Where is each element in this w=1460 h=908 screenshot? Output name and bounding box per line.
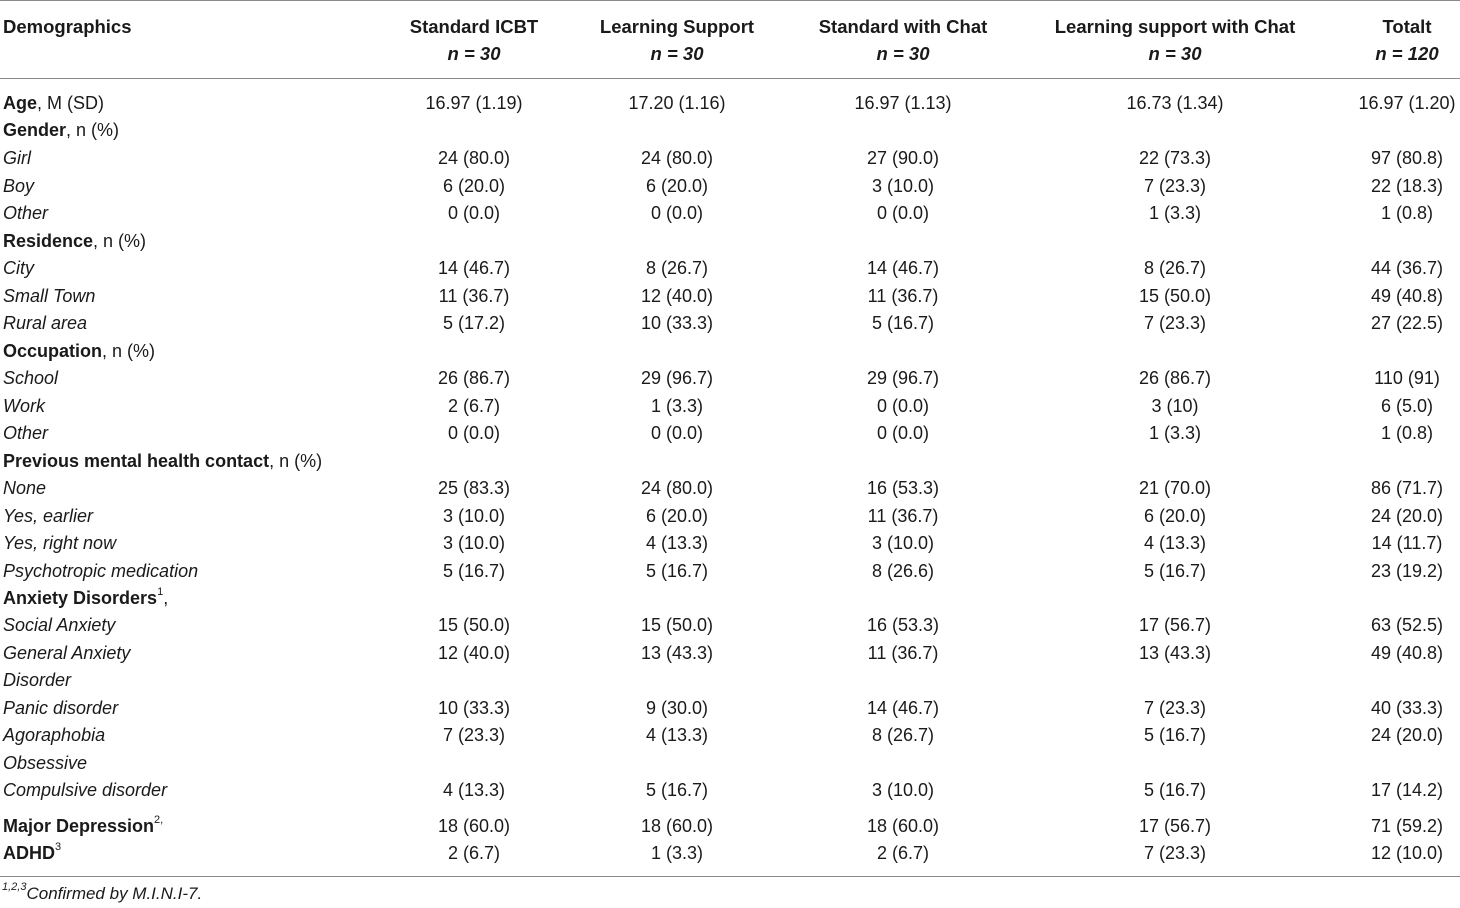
section-label xyxy=(3,92,104,114)
table-cell: 6 (20.0) xyxy=(1143,506,1207,526)
row-label: Obsessive xyxy=(3,753,88,773)
table-cell: 24 (20.0) xyxy=(1370,506,1444,526)
column-header-n: n = 120 xyxy=(1375,43,1439,64)
row-label: Rural area xyxy=(3,313,88,333)
table-cell: 97 (80.8) xyxy=(1370,148,1444,168)
row-label: Yes, earlier xyxy=(3,506,94,526)
table-cell: 3 (10) xyxy=(1151,396,1199,416)
table-cell: 0 (0.0) xyxy=(650,423,704,443)
table-cell: 23 (19.2) xyxy=(1370,561,1444,581)
row-label: Other xyxy=(3,203,49,223)
table-cell: 17 (56.7) xyxy=(1138,816,1212,836)
table-cell: 11 (36.7) xyxy=(438,286,510,306)
row-label: Compulsive disorder xyxy=(3,780,168,800)
table-cell: 18 (60.0) xyxy=(437,816,511,836)
table-cell: 4 (13.3) xyxy=(645,533,709,553)
table-cell: 2 (6.7) xyxy=(447,843,501,863)
table-cell: 3 (10.0) xyxy=(442,533,506,553)
header-rule xyxy=(0,78,1460,79)
table-cell: 71 (59.2) xyxy=(1370,816,1444,836)
section-label-text: Residence xyxy=(3,231,94,251)
table-cell: 4 (13.3) xyxy=(442,780,506,800)
table-cell: 18 (60.0) xyxy=(640,816,714,836)
table-cell: 29 (96.7) xyxy=(866,368,940,388)
table-cell: 16.97 (1.13) xyxy=(854,93,952,113)
table-cell: 6 (5.0) xyxy=(1380,396,1434,416)
table-cell: 8 (26.7) xyxy=(871,725,935,745)
table-cell: 1 (0.8) xyxy=(1380,423,1434,443)
section-label-suffix: , n (%) xyxy=(93,231,147,251)
table-cell: 16 (53.3) xyxy=(866,615,940,635)
table-cell: 29 (96.7) xyxy=(640,368,714,388)
column-header-n: n = 30 xyxy=(650,43,704,64)
column-header-title: Totalt xyxy=(1382,16,1432,37)
table-cell: 15 (50.0) xyxy=(1138,286,1212,306)
column-header-n: n = 30 xyxy=(447,43,501,64)
section-label xyxy=(3,340,155,362)
table-cell: 5 (16.7) xyxy=(871,313,935,333)
row-label: Disorder xyxy=(3,670,72,690)
section-label-text: ADHD xyxy=(3,843,55,863)
row-label: City xyxy=(3,258,34,278)
row-label: Small Town xyxy=(3,286,96,306)
top-rule xyxy=(0,0,1460,1)
table-cell: 6 (20.0) xyxy=(645,176,709,196)
table-cell: 0 (0.0) xyxy=(876,423,930,443)
table-cell: 7 (23.3) xyxy=(442,725,506,745)
table-cell: 3 (10.0) xyxy=(871,176,935,196)
table-cell: 26 (86.7) xyxy=(437,368,511,388)
table-cell: 40 (33.3) xyxy=(1370,698,1444,718)
table-cell: 27 (22.5) xyxy=(1370,313,1444,333)
row-label: Social Anxiety xyxy=(3,615,116,635)
table-cell: 0 (0.0) xyxy=(650,203,704,223)
table-cell: 8 (26.7) xyxy=(645,258,709,278)
section-label-suffix: , M (SD) xyxy=(37,93,105,113)
table-cell: 1 (0.8) xyxy=(1380,203,1434,223)
table-cell: 24 (80.0) xyxy=(640,478,714,498)
column-header-title: Learning Support xyxy=(599,16,755,37)
table-cell: 16 (53.3) xyxy=(866,478,940,498)
section-label xyxy=(3,450,322,472)
section-label-text: Age xyxy=(3,93,38,113)
table-cell: 13 (43.3) xyxy=(640,643,714,663)
table-cell: 8 (26.6) xyxy=(871,561,935,581)
table-cell: 18 (60.0) xyxy=(866,816,940,836)
table-cell: 24 (80.0) xyxy=(437,148,511,168)
section-label xyxy=(3,587,168,609)
table-cell: 5 (16.7) xyxy=(1143,561,1207,581)
table-cell: 49 (40.8) xyxy=(1370,286,1444,306)
row-label: None xyxy=(3,478,47,498)
table-cell: 1 (3.3) xyxy=(650,843,704,863)
row-label: Boy xyxy=(3,176,35,196)
row-label: School xyxy=(3,368,59,388)
table-cell: 110 (91) xyxy=(1374,368,1440,388)
table-cell: 15 (50.0) xyxy=(437,615,511,635)
row-label: General Anxiety xyxy=(3,643,131,663)
table-cell: 5 (16.7) xyxy=(645,780,709,800)
table-cell: 17 (56.7) xyxy=(1138,615,1212,635)
footnote-ref: 3 xyxy=(55,841,62,853)
table-cell: 24 (80.0) xyxy=(640,148,714,168)
footnote xyxy=(2,881,203,904)
row-label: Girl xyxy=(3,148,31,168)
table-cell: 49 (40.8) xyxy=(1370,643,1444,663)
table-cell: 44 (36.7) xyxy=(1370,258,1444,278)
table-cell: 1 (3.3) xyxy=(1148,423,1202,443)
table-cell: 14 (11.7) xyxy=(1371,533,1443,553)
table-cell: 11 (36.7) xyxy=(867,506,939,526)
section-label-suffix: , n (%) xyxy=(102,341,156,361)
table-cell: 3 (10.0) xyxy=(442,506,506,526)
table-cell: 7 (23.3) xyxy=(1143,176,1207,196)
column-header-title: Standard with Chat xyxy=(818,16,988,37)
footnote-marker: 1,2,3 xyxy=(2,881,27,894)
table-cell: 86 (71.7) xyxy=(1370,478,1444,498)
stub-header: Demographics xyxy=(3,16,132,37)
table-cell: 3 (10.0) xyxy=(871,533,935,553)
table-cell: 1 (3.3) xyxy=(650,396,704,416)
footnote-ref: 1 xyxy=(157,586,164,598)
table-cell: 5 (16.7) xyxy=(645,561,709,581)
table-cell: 12 (10.0) xyxy=(1370,843,1444,863)
table-cell: 15 (50.0) xyxy=(640,615,714,635)
row-label: Other xyxy=(3,423,49,443)
table-cell: 0 (0.0) xyxy=(447,423,501,443)
table-cell: 24 (20.0) xyxy=(1370,725,1444,745)
table-cell: 7 (23.3) xyxy=(1143,843,1207,863)
section-label-suffix: , n (%) xyxy=(66,120,120,140)
table-cell: 22 (73.3) xyxy=(1138,148,1212,168)
table-cell: 3 (10.0) xyxy=(871,780,935,800)
section-label-text: Anxiety Disorders xyxy=(3,588,158,608)
section-label-text: Gender xyxy=(3,120,67,140)
row-label: Agoraphobia xyxy=(3,725,106,745)
table-cell: 12 (40.0) xyxy=(437,643,511,663)
section-label-text: Previous mental health contact xyxy=(3,451,270,471)
table-cell: 8 (26.7) xyxy=(1143,258,1207,278)
section-label-suffix: , n (%) xyxy=(269,451,323,471)
table-cell: 0 (0.0) xyxy=(876,203,930,223)
table-cell: 5 (17.2) xyxy=(442,313,506,333)
column-header-n: n = 30 xyxy=(1148,43,1202,64)
table-cell: 22 (18.3) xyxy=(1370,176,1444,196)
table-cell: 7 (23.3) xyxy=(1143,313,1207,333)
table-cell: 6 (20.0) xyxy=(645,506,709,526)
section-label-suffix: , xyxy=(163,588,169,608)
footnote-text: Confirmed by M.I.N.I-7. xyxy=(26,884,203,903)
table-cell: 0 (0.0) xyxy=(876,396,930,416)
table-cell: 14 (46.7) xyxy=(866,258,940,278)
table-cell: 12 (40.0) xyxy=(640,286,714,306)
table-cell: 14 (46.7) xyxy=(437,258,511,278)
section-label xyxy=(3,119,119,141)
row-label: Psychotropic medication xyxy=(3,561,199,581)
table-cell: 1 (3.3) xyxy=(1148,203,1202,223)
section-label xyxy=(3,230,146,252)
table-cell: 10 (33.3) xyxy=(640,313,714,333)
table-cell: 2 (6.7) xyxy=(447,396,501,416)
table-cell: 27 (90.0) xyxy=(866,148,940,168)
table-cell: 17 (14.2) xyxy=(1370,780,1444,800)
section-label xyxy=(3,842,61,864)
column-header-title: Standard ICBT xyxy=(409,16,539,37)
table-cell: 6 (20.0) xyxy=(442,176,506,196)
table-cell: 16.97 (1.20) xyxy=(1358,93,1456,113)
table-cell: 5 (16.7) xyxy=(442,561,506,581)
table-cell: 11 (36.7) xyxy=(867,286,939,306)
table-cell: 2 (6.7) xyxy=(876,843,930,863)
table-cell: 5 (16.7) xyxy=(1143,725,1207,745)
table-cell: 7 (23.3) xyxy=(1143,698,1207,718)
column-header-title: Learning support with Chat xyxy=(1054,16,1296,37)
row-label: Panic disorder xyxy=(3,698,119,718)
section-label-text: Occupation xyxy=(3,341,103,361)
bottom-rule xyxy=(0,876,1460,877)
table-cell: 10 (33.3) xyxy=(437,698,511,718)
section-label xyxy=(3,815,163,837)
table-cell: 16.97 (1.19) xyxy=(425,93,523,113)
table-cell: 14 (46.7) xyxy=(866,698,940,718)
table-cell: 9 (30.0) xyxy=(645,698,709,718)
table-cell: 13 (43.3) xyxy=(1138,643,1212,663)
table-cell: 16.73 (1.34) xyxy=(1126,93,1224,113)
table-cell: 17.20 (1.16) xyxy=(628,93,726,113)
row-label: Work xyxy=(3,396,45,416)
table-cell: 4 (13.3) xyxy=(645,725,709,745)
table-cell: 0 (0.0) xyxy=(447,203,501,223)
section-label-text: Major Depression xyxy=(3,816,155,836)
table-cell: 21 (70.0) xyxy=(1138,478,1212,498)
footnote-ref: 2, xyxy=(154,814,164,826)
table-cell: 4 (13.3) xyxy=(1143,533,1207,553)
table-cell: 26 (86.7) xyxy=(1138,368,1212,388)
table-cell: 11 (36.7) xyxy=(867,643,939,663)
table-cell: 63 (52.5) xyxy=(1370,615,1444,635)
row-label: Yes, right now xyxy=(3,533,117,553)
table-cell: 25 (83.3) xyxy=(437,478,511,498)
table-cell: 5 (16.7) xyxy=(1143,780,1207,800)
column-header-n: n = 30 xyxy=(876,43,930,64)
